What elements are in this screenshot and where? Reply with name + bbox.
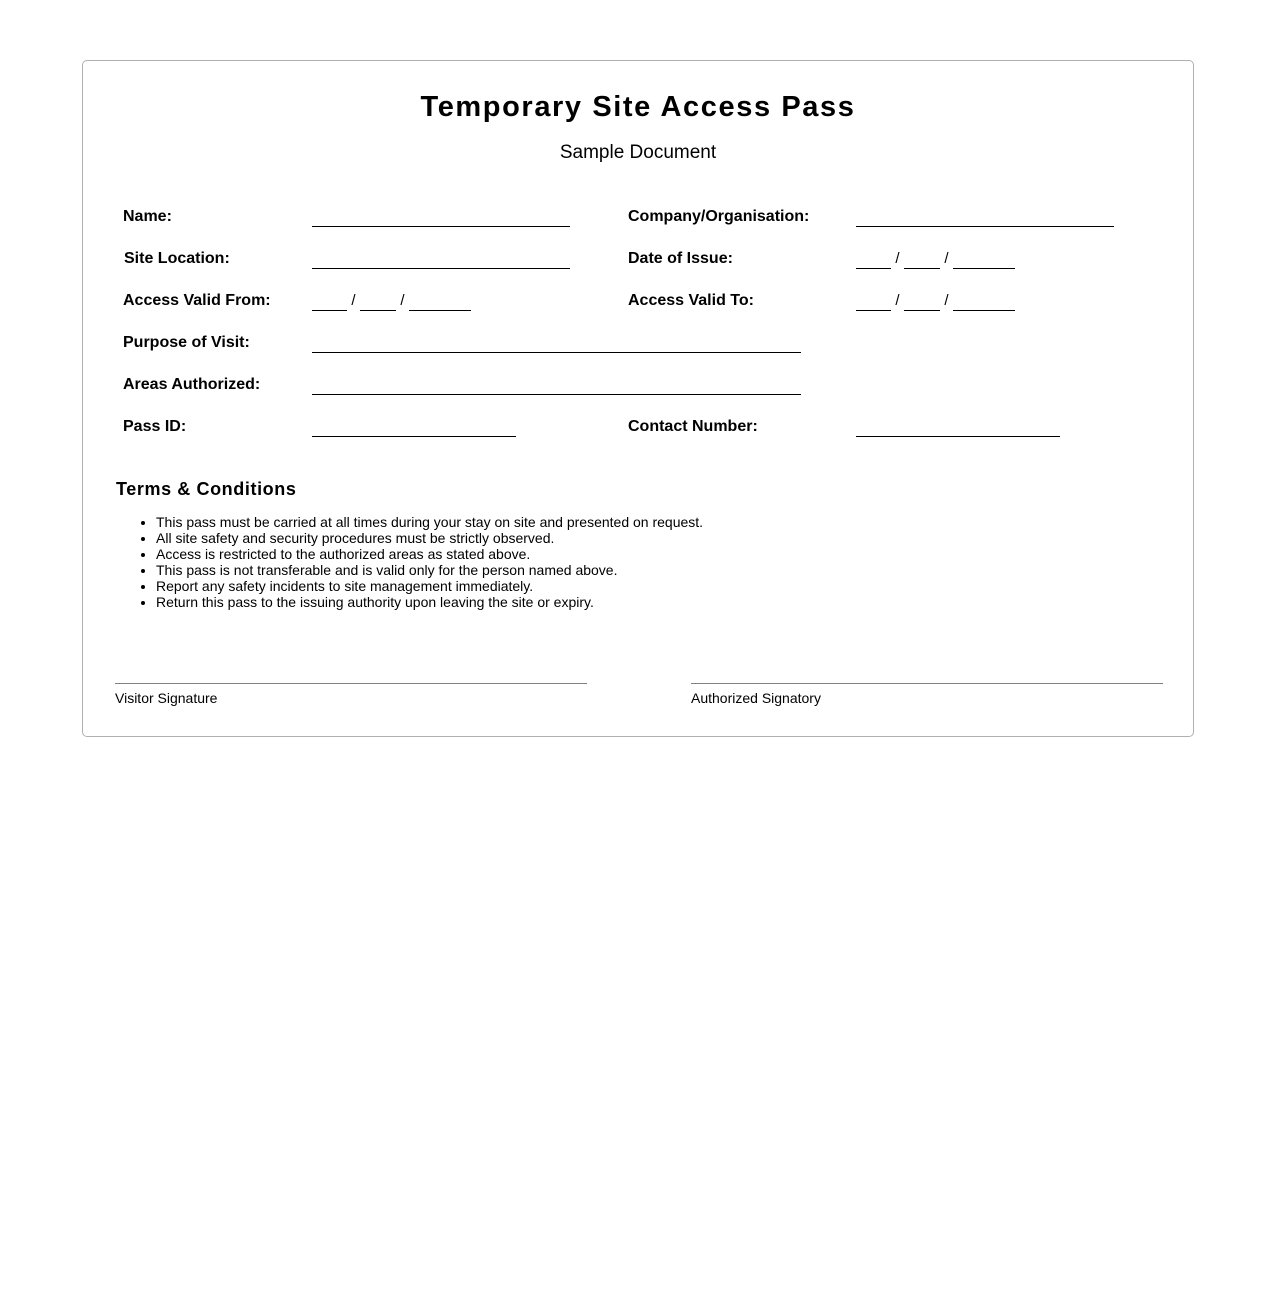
name-field[interactable] [312,208,570,227]
form-row-name [83,208,1193,232]
name-label: Name: [123,208,172,225]
authorized-signature-line[interactable] [691,683,1163,684]
terms-heading: Terms & Conditions [116,479,297,499]
document-subtitle: Sample Document [559,142,717,163]
terms-item: • Return this pass to the issuing authority upon leaving the site or expiry. [156,594,703,610]
terms-item: • This pass is not transferable and is valid only for the person named above. [156,562,703,578]
authorized-signature-block [691,683,1163,706]
visitor-signature-block [115,683,587,706]
date-of-issue-year[interactable] [953,250,1015,269]
terms-item: • This pass must be carried at all times during your stay on site and presented on request. [156,514,703,530]
visitor-signature-label: Visitor Signature [115,690,218,706]
pass-id-field[interactable] [312,418,516,437]
access-valid-from-field[interactable]: / / [312,292,471,311]
contact-number-field[interactable] [856,418,1060,437]
access-valid-to-label: Access Valid To: [628,292,754,309]
form-row-areas [83,376,1193,400]
company-field[interactable] [856,208,1114,227]
date-of-issue-day[interactable] [856,250,891,269]
terms-item: • Report any safety incidents to site management immediately. [156,578,703,594]
site-location-label: Site Location: [124,250,230,267]
form-row-pass-id [83,418,1193,442]
purpose-of-visit-field[interactable] [312,334,801,353]
access-valid-from-label: Access Valid From: [123,292,271,309]
terms-item: • Access is restricted to the authorized areas as stated above. [156,546,703,562]
date-of-issue-field[interactable]: / / [856,250,1015,269]
valid-from-month[interactable] [360,292,396,311]
date-of-issue-label: Date of Issue: [628,250,733,267]
form-row-validity [83,292,1193,316]
access-pass-card [82,60,1194,737]
valid-from-year[interactable] [409,292,471,311]
access-valid-to-field[interactable]: / / [856,292,1015,311]
document-title: Temporary Site Access Pass [420,91,856,123]
contact-number-label: Contact Number: [628,418,758,435]
form-row-purpose [83,334,1193,358]
purpose-of-visit-label: Purpose of Visit: [123,334,250,351]
areas-authorized-label: Areas Authorized: [123,376,261,393]
valid-from-day[interactable] [312,292,347,311]
valid-to-month[interactable] [904,292,940,311]
site-location-field[interactable] [312,250,570,269]
form-row-site [83,250,1193,274]
terms-item: • All site safety and security procedures must be strictly observed. [156,530,703,546]
areas-authorized-field[interactable] [312,376,801,395]
valid-to-day[interactable] [856,292,891,311]
pass-id-label: Pass ID: [123,418,187,435]
company-label: Company/Organisation: [628,208,810,225]
authorized-signature-label: Authorized Signatory [691,690,821,706]
visitor-signature-line[interactable] [115,683,587,684]
date-of-issue-month[interactable] [904,250,940,269]
terms-list [116,514,703,610]
valid-to-year[interactable] [953,292,1015,311]
